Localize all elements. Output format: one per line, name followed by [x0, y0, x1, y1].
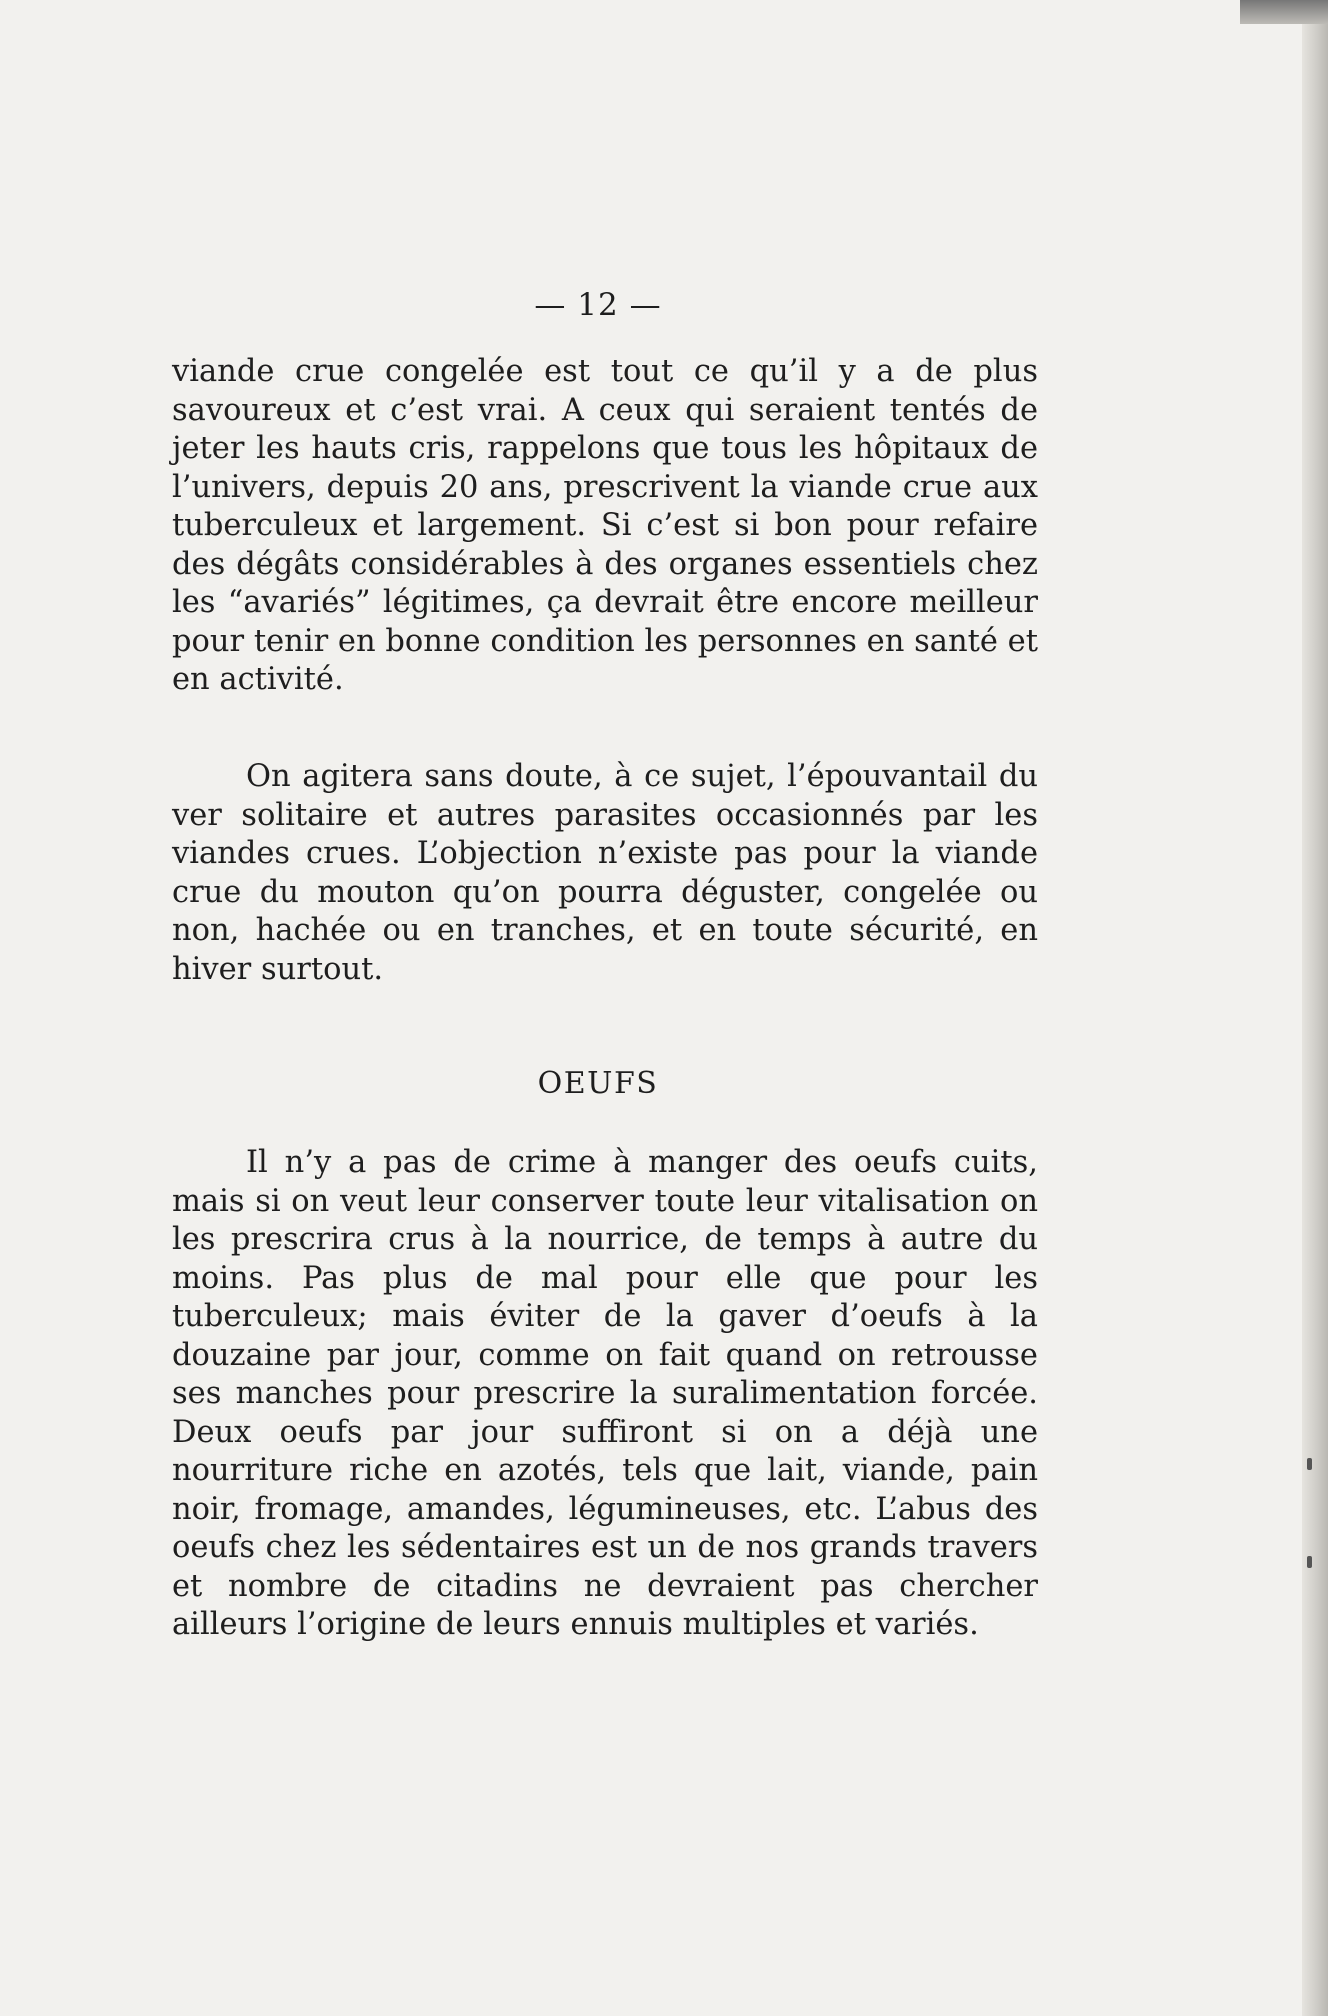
edge-speck	[1307, 1556, 1312, 1568]
page-number: — 12 —	[534, 287, 662, 323]
page-edge-shadow	[1302, 0, 1328, 2016]
section-heading: OEUFS	[537, 1066, 659, 1101]
paragraph-text: Il n’y a pas de crime à manger des oeufs cuits, mais si on veut leur conserver toute leur vitalisation on les prescrira crus à la nourrice, de temps à autre du moins. Pas plus de mal pour elle que pour les tuberculeux; mais éviter de la gaver d’oeufs à la douzaine par jour, comme on fait quand on retrousse ses manches pour prescrire la suralimentation forcée. Deux oeufs par jour suffiront si on a déjà une nourriture riche en azotés, tels que lait, viande, pain noir, fromage, amandes, légumineuses, etc. L’abus des oeufs chez les sédentaires est un de nos grands travers et nombre de citadins ne devraient pas chercher ailleurs l’origine de leurs ennuis multiples et variés.	[172, 1145, 1038, 1642]
paragraph-viande-crue	[172, 353, 1038, 700]
paragraph-text: viande crue congelée est tout ce qu’il y a de plus savoureux et c’est vrai. A ceux qui seraient tentés de jeter les hauts cris, rappelons que tous les hôpitaux de l’univers, depuis 20 ans, prescrivent la viande crue aux tuberculeux et largement. Si c’est si bon pour refaire des dégâts considérables à des organes essentiels chez les “avariés” légitimes, ça devrait être encore meilleur pour tenir en bonne condition les personnes en santé et en activité.	[172, 354, 1038, 697]
paragraph-text: On agitera sans doute, à ce sujet, l’épouvantail du ver solitaire et autres parasites occasionnés par les viandes crues. L’objection n’existe pas pour la viande crue du mouton qu’on pourra déguster, congelée ou non, hachée ou en tranches, et en toute sécurité, en hiver surtout.	[172, 759, 1038, 987]
paragraph-oeufs	[172, 1144, 1038, 1645]
scan-edge-strip	[1240, 0, 1328, 24]
paragraph-parasites	[172, 758, 1038, 989]
edge-speck	[1307, 1458, 1312, 1470]
